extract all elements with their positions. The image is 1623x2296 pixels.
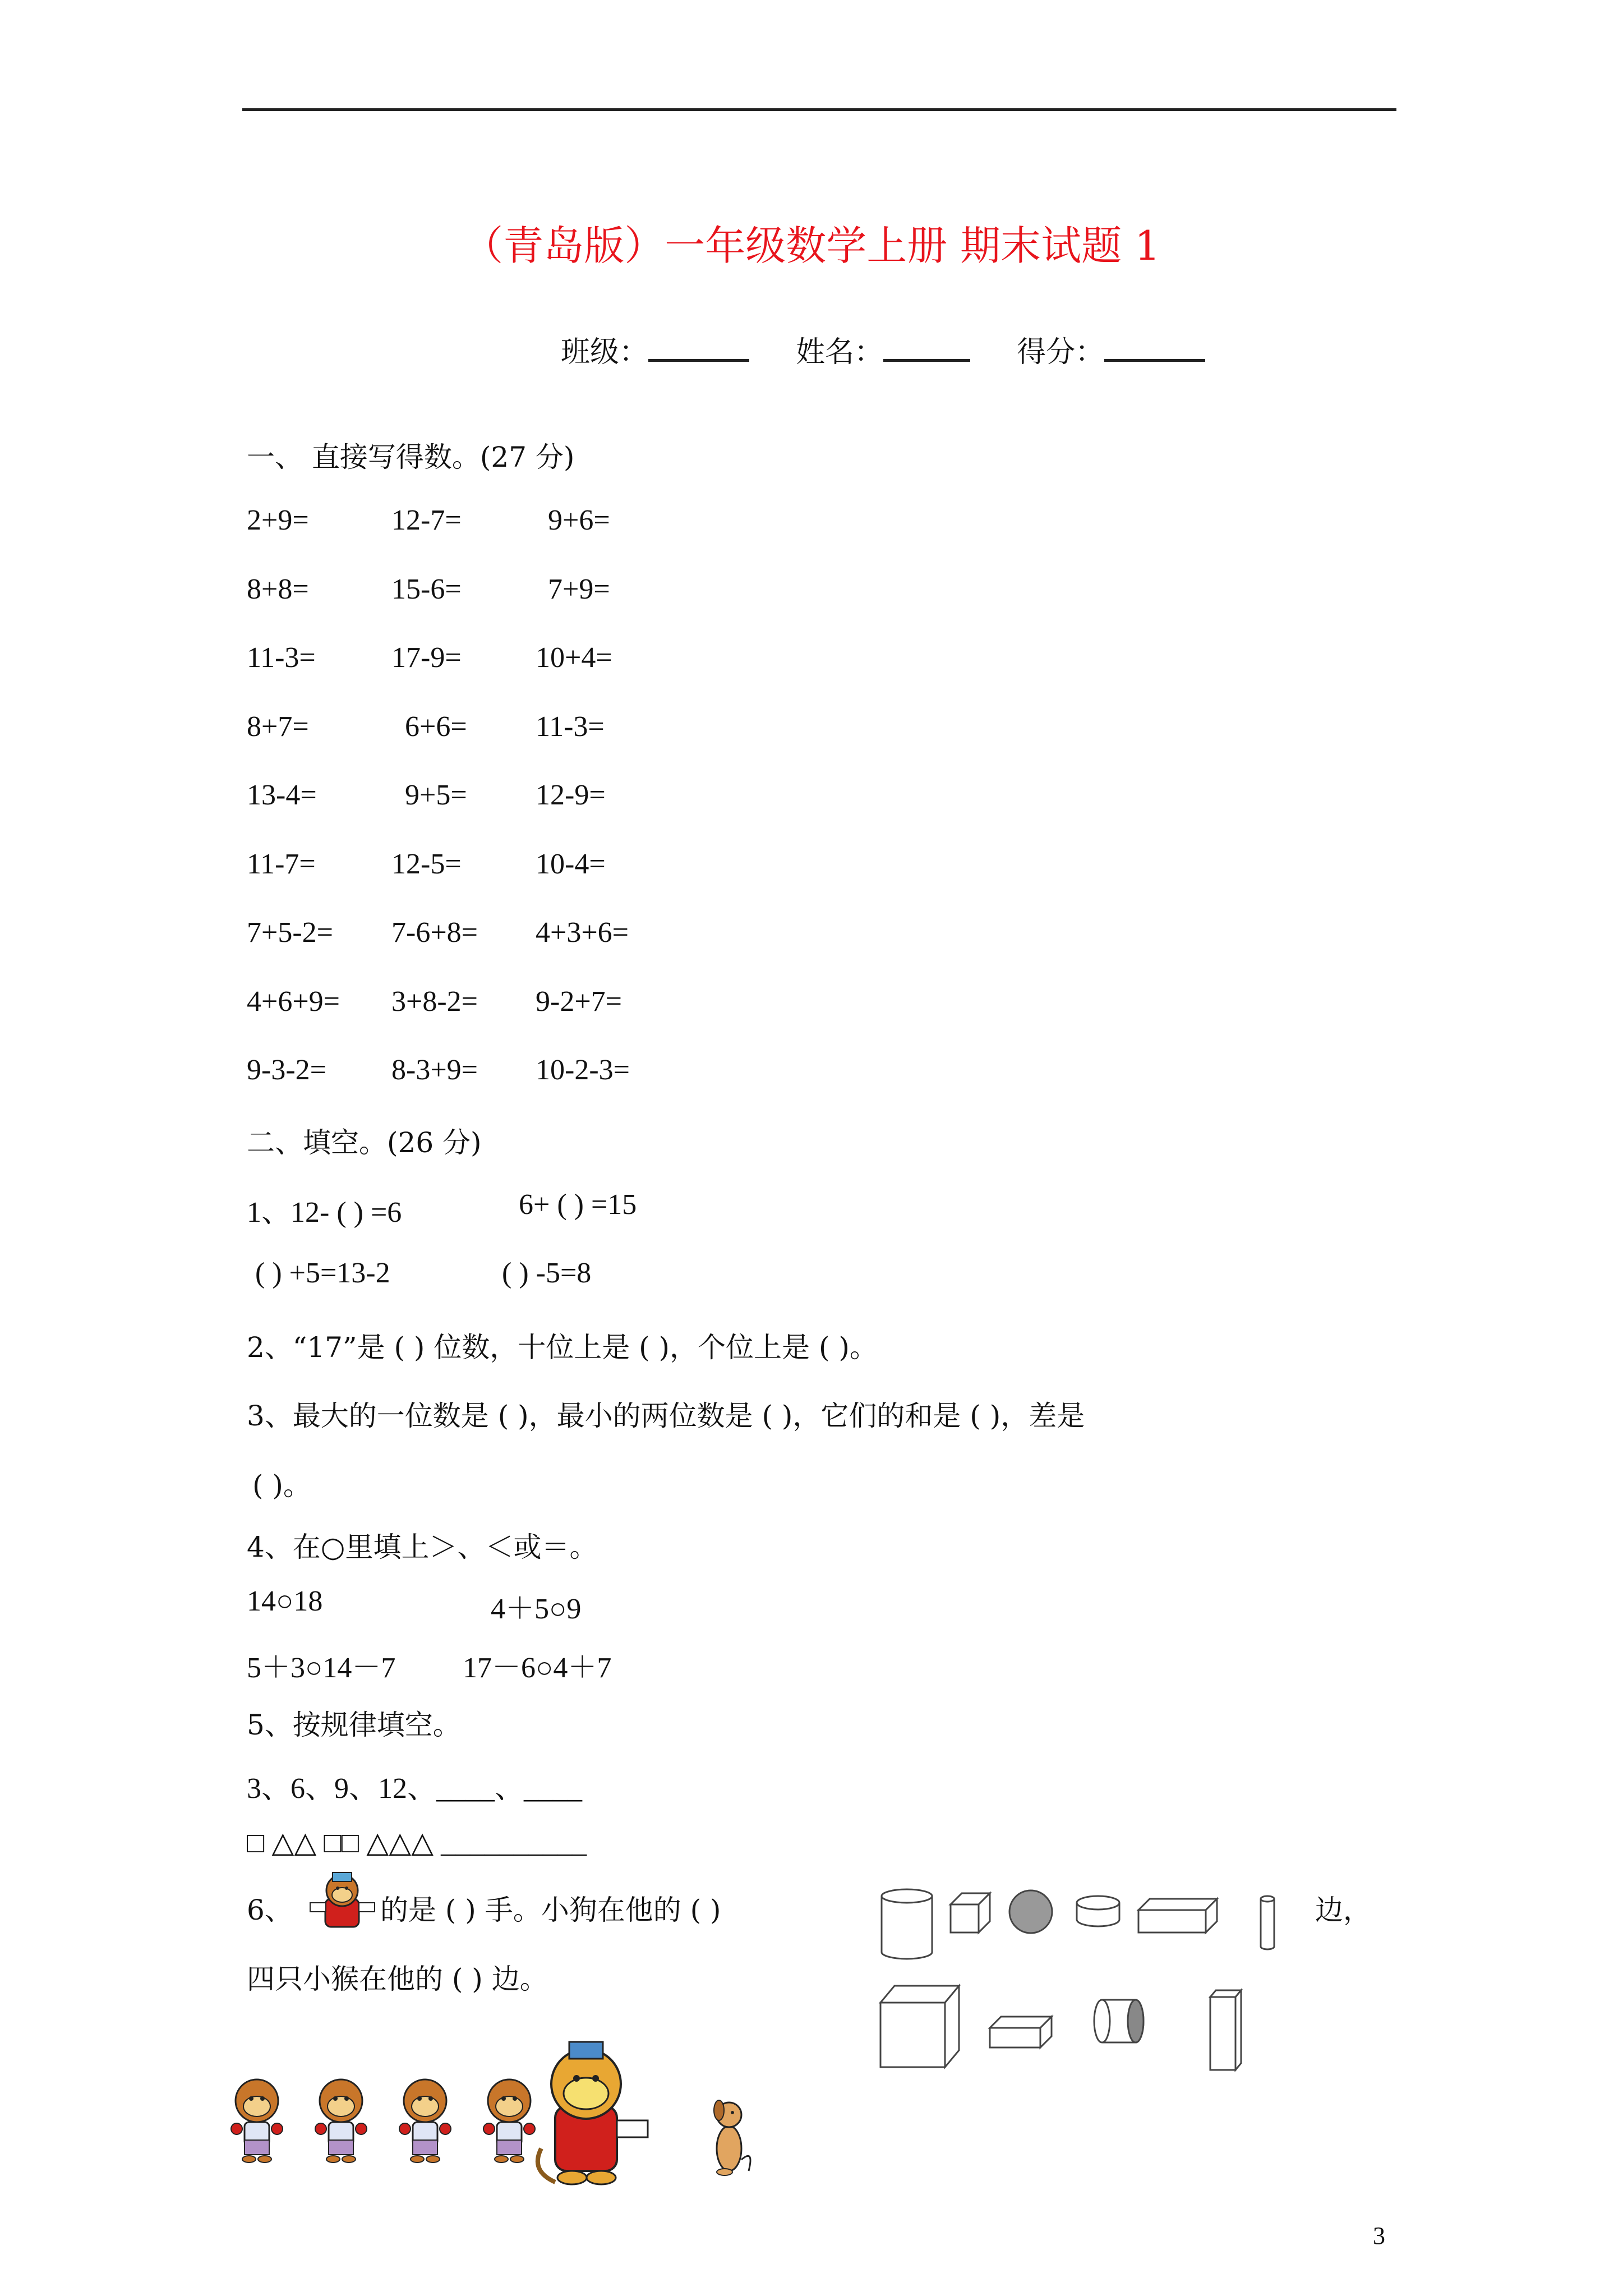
q5-text: 5、按规律填空。 — [247, 1709, 461, 1741]
monkey-icon-small — [306, 1868, 379, 1935]
class-label: 班级： — [561, 335, 649, 369]
calc-item: 8-3+9= — [391, 1054, 478, 1086]
flat-cuboid-shape — [990, 2017, 1052, 2047]
score-blank[interactable] — [1104, 331, 1205, 362]
section2-heading: 二、填空。(26 分) — [247, 1126, 482, 1159]
calc-item: 8+8= — [247, 573, 309, 605]
q1-item-b: 6+ ( ) =15 — [519, 1189, 637, 1221]
class-blank[interactable] — [648, 331, 749, 362]
calc-item: 11-3= — [247, 642, 316, 674]
calc-item: 9+5= — [405, 779, 467, 811]
sphere-shape — [1009, 1890, 1052, 1933]
q1-item-d: ( ) -5=8 — [502, 1257, 592, 1289]
calc-item: 8+7= — [247, 711, 309, 743]
calc-item: 9-2+7= — [536, 986, 622, 1018]
q4-item-a: 14○18 — [247, 1585, 323, 1617]
q2-text: 2、“17”是 ( ) 位数，十位上是 ( )，个位上是 ( )。 — [247, 1331, 878, 1364]
q4-item-b: 4＋5○9 — [491, 1593, 582, 1625]
name-blank[interactable] — [883, 331, 970, 362]
calc-item: 10+4= — [536, 642, 612, 674]
q3-text-line1: 3、最大的一位数是 ( )，最小的两位数是 ( )，它们的和是 ( )，差是 — [247, 1400, 1085, 1432]
small-monkey-2 — [315, 2079, 367, 2162]
cube-shape — [951, 1893, 990, 1932]
header-rule — [242, 108, 1396, 111]
page-number: 3 — [1373, 2222, 1385, 2249]
q1-item-c: ( ) +5=13-2 — [255, 1257, 390, 1289]
calc-item: 7+9= — [548, 573, 610, 605]
calc-item: 4+3+6= — [536, 917, 629, 949]
q5-shape-pattern: □ △△ □□ △△△ __________ — [247, 1827, 587, 1859]
small-monkey-4 — [483, 2079, 535, 2162]
calc-item: 12-7= — [391, 504, 462, 536]
calc-item: 11-7= — [247, 848, 316, 880]
calc-item: 10-4= — [536, 848, 606, 880]
calc-item: 7-6+8= — [391, 917, 478, 949]
monkeys-and-dog-figure — [224, 2031, 774, 2199]
calc-item: 7+5-2= — [247, 917, 333, 949]
calc-item: 6+6= — [405, 711, 467, 743]
calc-item: 9-3-2= — [247, 1054, 326, 1086]
calc-item: 10-2-3= — [536, 1054, 630, 1086]
big-cube-shape — [880, 1986, 959, 2067]
q1-item-a: 1、12- ( ) =6 — [247, 1197, 402, 1228]
calc-item: 9+6= — [548, 504, 610, 536]
calc-item: 15-6= — [391, 573, 462, 605]
q6-text-line2: 四只小猴在他的 ( ) 边。 — [247, 1963, 548, 1995]
q6-text: 的是 ( ) 手。小狗在他的 ( ) — [380, 1894, 721, 1926]
big-monkey — [538, 2042, 648, 2184]
lying-cylinder-shape — [1094, 2000, 1144, 2042]
small-monkey-1 — [231, 2079, 283, 2162]
calc-item: 13-4= — [247, 779, 317, 811]
thin-cylinder-shape — [1261, 1896, 1274, 1949]
calc-item: 12-9= — [536, 779, 606, 811]
calc-item: 17-9= — [391, 642, 462, 674]
cylinder-shape — [882, 1889, 932, 1959]
q5-sequence: 3、6、9、12、____、____ — [247, 1773, 583, 1805]
name-label: 姓名： — [796, 335, 884, 369]
calc-item: 4+6+9= — [247, 986, 340, 1018]
q6-number: 6、 — [247, 1894, 293, 1926]
q4-item-c: 5＋3○14－7 — [247, 1652, 396, 1684]
calc-item: 11-3= — [536, 711, 605, 743]
cuboid-shape — [1138, 1899, 1217, 1932]
calc-item: 2+9= — [247, 504, 309, 536]
q4-text: 4、在○里填上＞、＜或＝。 — [247, 1531, 598, 1563]
short-cylinder-shape — [1077, 1896, 1119, 1926]
page-title: （青岛版）一年级数学上册 期末试题 1 — [463, 222, 1160, 269]
tall-prism-shape — [1210, 1990, 1241, 2070]
section1-heading: 一、 直接写得数。(27 分) — [247, 441, 575, 473]
q3-text-line2: ( )。 — [252, 1469, 311, 1502]
q4-item-d: 17－6○4＋7 — [463, 1652, 612, 1684]
dog — [714, 2100, 750, 2175]
student-info — [561, 328, 1205, 370]
solid-shapes-figure — [875, 1885, 1301, 2098]
q6-tail: 边， — [1315, 1894, 1371, 1926]
score-label: 得分： — [1017, 335, 1105, 369]
calc-item: 3+8-2= — [391, 986, 478, 1018]
calc-item: 12-5= — [391, 848, 462, 880]
small-monkey-3 — [399, 2079, 451, 2162]
